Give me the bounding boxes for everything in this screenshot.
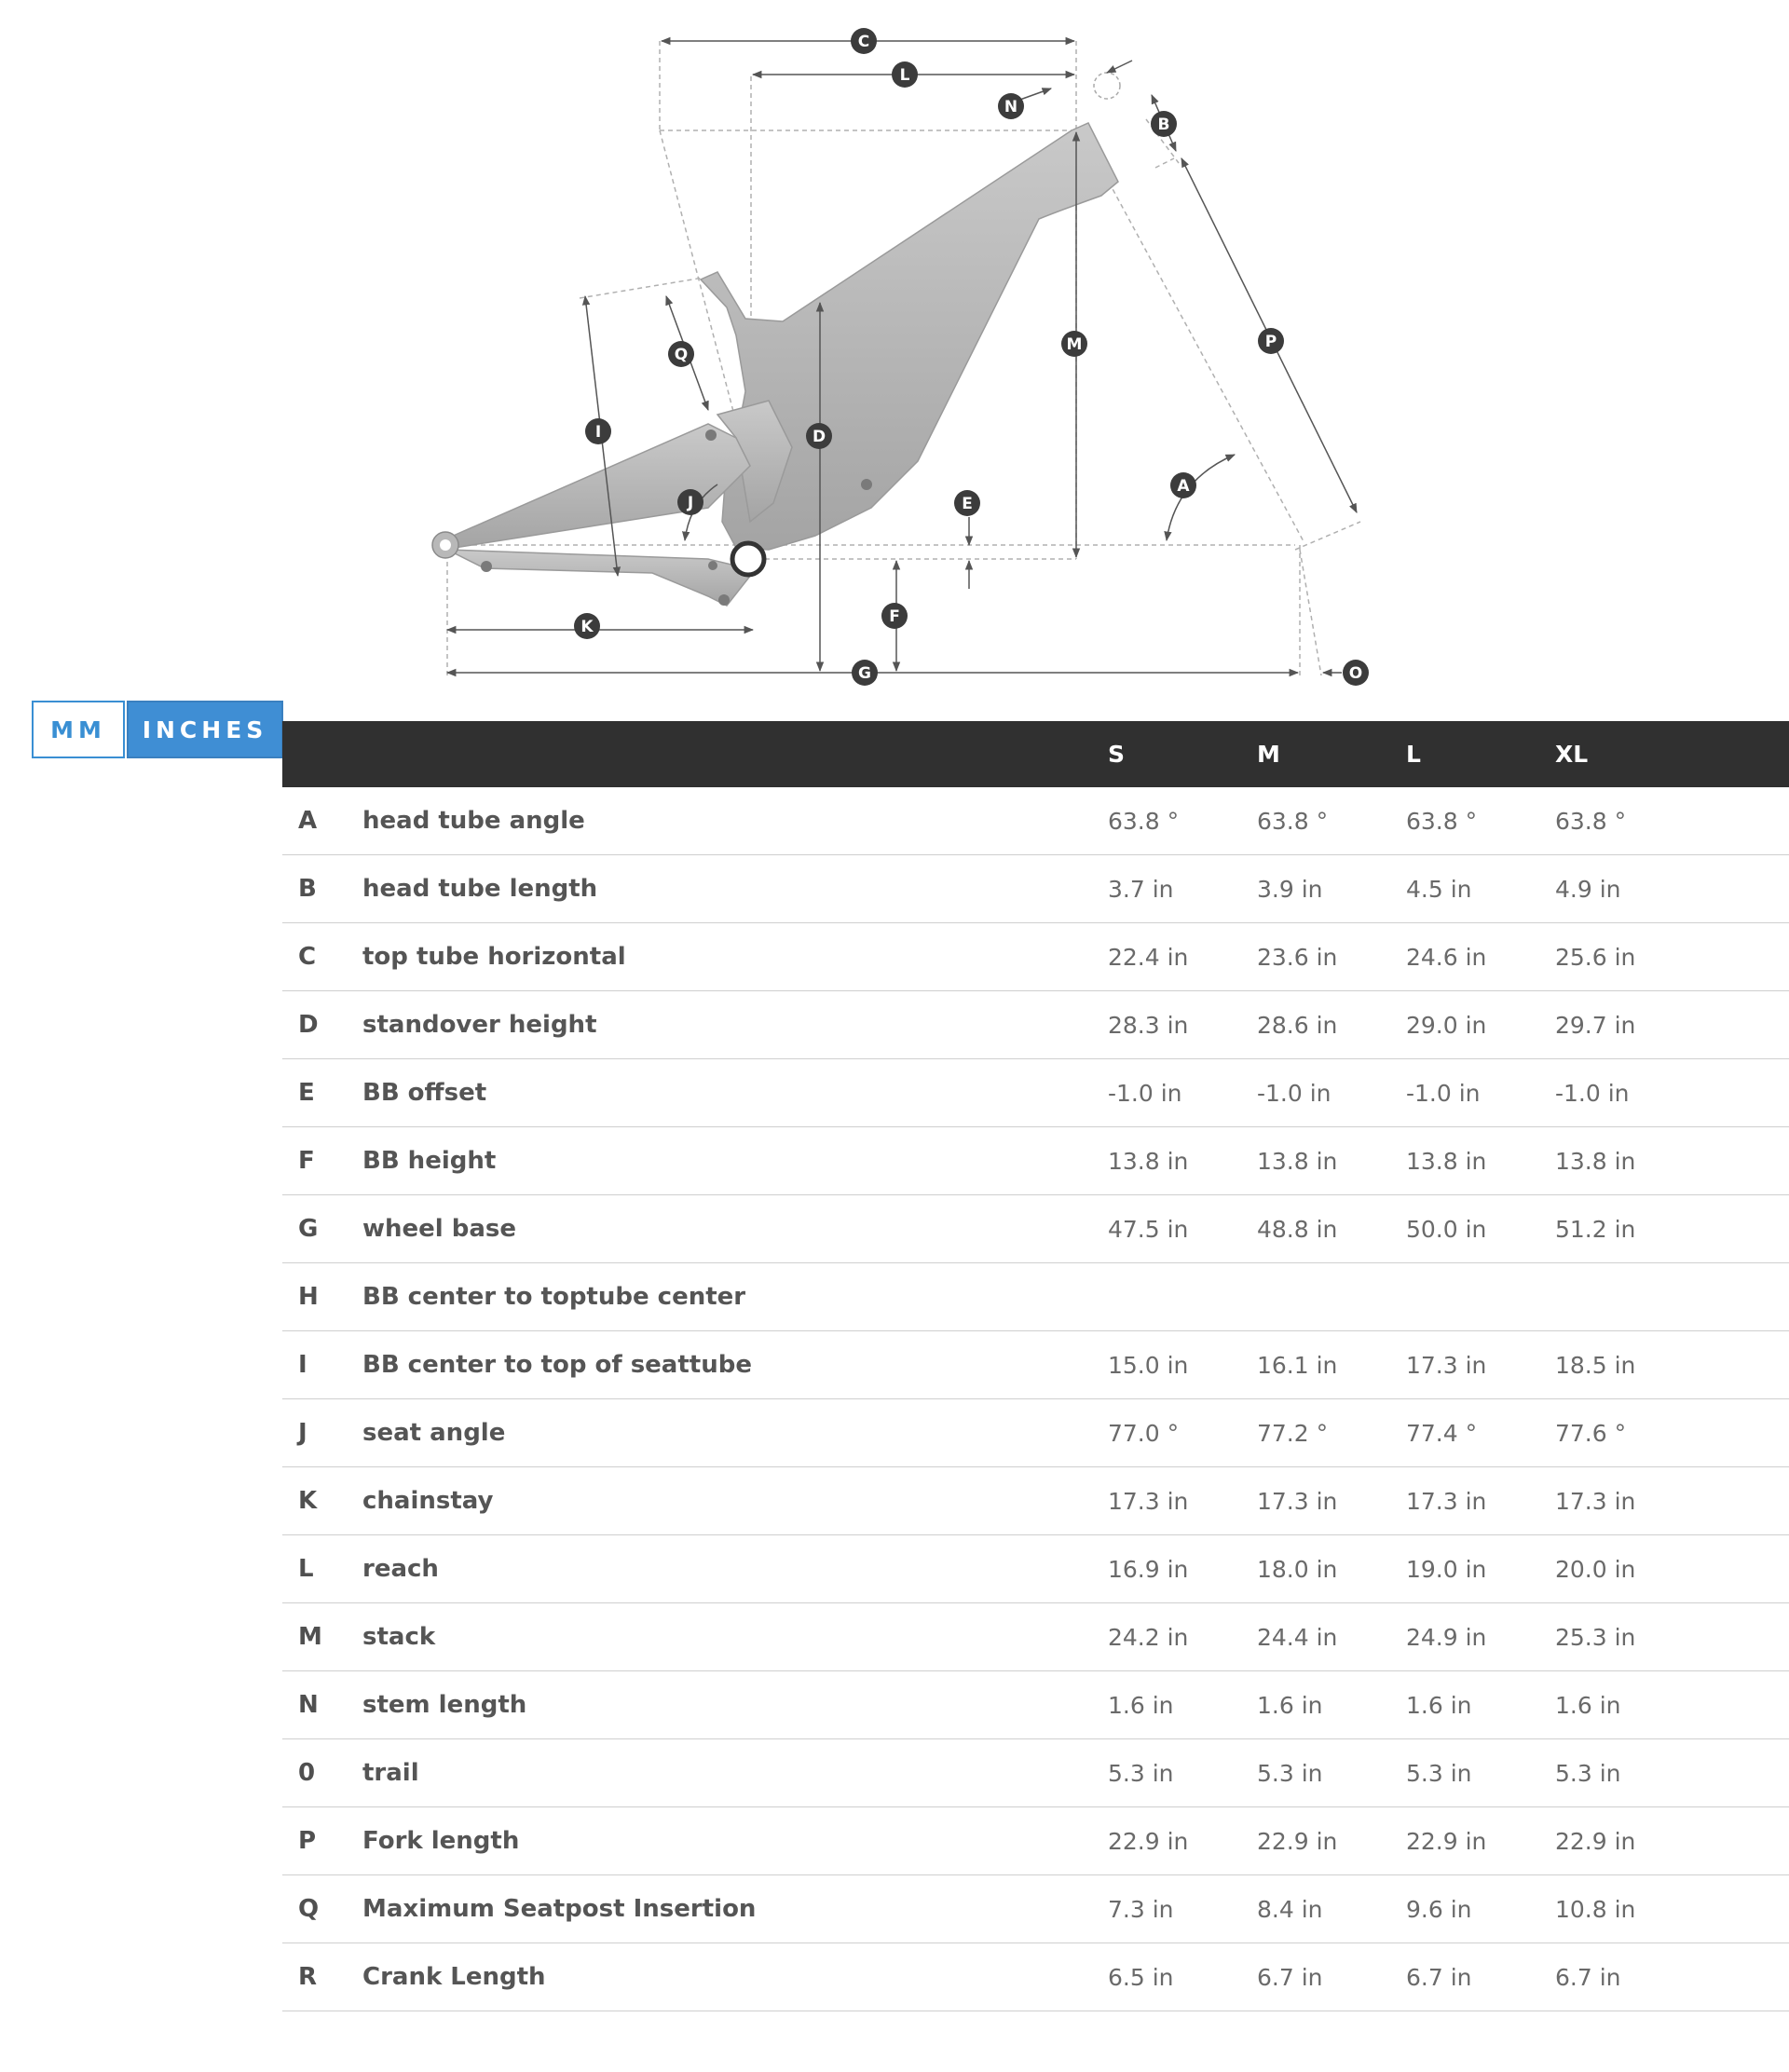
row-value-l: 22.9 in (1406, 1807, 1555, 1875)
row-value-s: 63.8 ° (1108, 787, 1257, 855)
row-label: seat angle (362, 1399, 1108, 1467)
row-letter: C (282, 923, 362, 991)
svg-text:I: I (594, 423, 602, 442)
table-row (282, 923, 1789, 991)
row-value-xl: 4.9 in (1555, 855, 1789, 923)
row-value-s: 1.6 in (1108, 1671, 1257, 1739)
row-label: BB center to top of seattube (362, 1331, 1108, 1399)
row-letter: K (282, 1467, 362, 1535)
row-value-l: 5.3 in (1406, 1739, 1555, 1807)
bike-geometry-diagram (0, 0, 1789, 689)
row-letter: M (282, 1603, 362, 1671)
row-value-xl: 17.3 in (1555, 1467, 1789, 1535)
row-value-xl (1555, 1263, 1789, 1331)
geometry-table (282, 721, 1789, 2011)
row-value-s: 22.4 in (1108, 923, 1257, 991)
table-row (282, 1467, 1789, 1535)
table-row (282, 855, 1789, 923)
row-value-l: -1.0 in (1406, 1059, 1555, 1127)
header-blank (282, 721, 362, 787)
row-value-s: 13.8 in (1108, 1127, 1257, 1195)
row-label: reach (362, 1535, 1108, 1603)
marker-p (1258, 328, 1284, 354)
svg-text:M: M (1066, 335, 1083, 354)
row-letter: L (282, 1535, 362, 1603)
marker-f (881, 603, 908, 629)
svg-text:E: E (962, 495, 973, 513)
row-value-m: -1.0 in (1257, 1059, 1406, 1127)
row-label: head tube angle (362, 787, 1108, 855)
row-value-s: 77.0 ° (1108, 1399, 1257, 1467)
row-value-l: 9.6 in (1406, 1875, 1555, 1943)
row-value-s: 6.5 in (1108, 1943, 1257, 2011)
row-value-m: 17.3 in (1257, 1467, 1406, 1535)
row-value-m: 5.3 in (1257, 1739, 1406, 1807)
marker-d (806, 423, 832, 449)
header-size-m: M (1257, 741, 1280, 768)
row-value-xl: 10.8 in (1555, 1875, 1789, 1943)
row-letter: N (282, 1671, 362, 1739)
mm-button[interactable]: MM (32, 701, 125, 758)
row-value-l: 77.4 ° (1406, 1399, 1555, 1467)
table-row (282, 1059, 1789, 1127)
row-value-s: -1.0 in (1108, 1059, 1257, 1127)
row-label: top tube horizontal (362, 923, 1108, 991)
table-row (282, 1739, 1789, 1807)
row-label: Crank Length (362, 1943, 1108, 2011)
svg-text:G: G (858, 664, 871, 683)
row-value-m (1257, 1263, 1406, 1331)
row-value-s (1108, 1263, 1257, 1331)
table-row (282, 1399, 1789, 1467)
row-value-m: 28.6 in (1257, 991, 1406, 1059)
row-value-m: 48.8 in (1257, 1195, 1406, 1263)
row-label: standover height (362, 991, 1108, 1059)
row-letter: 0 (282, 1739, 362, 1807)
table-row (282, 1127, 1789, 1195)
table-header-row (282, 721, 1789, 787)
row-letter: I (282, 1331, 362, 1399)
row-value-xl: 6.7 in (1555, 1943, 1789, 2011)
row-label: trail (362, 1739, 1108, 1807)
marker-c (851, 28, 877, 54)
row-value-xl: 51.2 in (1555, 1195, 1789, 1263)
row-letter: Q (282, 1875, 362, 1943)
marker-k (574, 613, 600, 639)
row-value-l: 13.8 in (1406, 1127, 1555, 1195)
row-value-l: 50.0 in (1406, 1195, 1555, 1263)
unit-toggle (32, 701, 283, 758)
row-value-s: 3.7 in (1108, 855, 1257, 923)
marker-a (1170, 472, 1196, 498)
row-label: BB height (362, 1127, 1108, 1195)
row-letter: H (282, 1263, 362, 1331)
row-value-m: 1.6 in (1257, 1671, 1406, 1739)
row-value-l: 24.9 in (1406, 1603, 1555, 1671)
row-value-xl: 13.8 in (1555, 1127, 1789, 1195)
row-letter: J (282, 1399, 362, 1467)
bottom-bracket (732, 543, 764, 575)
row-value-s: 7.3 in (1108, 1875, 1257, 1943)
row-value-l: 19.0 in (1406, 1535, 1555, 1603)
table-row (282, 1195, 1789, 1263)
row-value-xl: 25.6 in (1555, 923, 1789, 991)
marker-g (852, 660, 878, 686)
row-value-s: 28.3 in (1108, 991, 1257, 1059)
row-value-xl: 77.6 ° (1555, 1399, 1789, 1467)
row-value-s: 17.3 in (1108, 1467, 1257, 1535)
row-label: Maximum Seatpost Insertion (362, 1875, 1108, 1943)
row-label: Fork length (362, 1807, 1108, 1875)
row-value-xl: 25.3 in (1555, 1603, 1789, 1671)
svg-text:A: A (1177, 477, 1190, 496)
row-value-m: 8.4 in (1257, 1875, 1406, 1943)
row-value-l: 4.5 in (1406, 855, 1555, 923)
marker-i (585, 418, 611, 444)
row-value-l: 17.3 in (1406, 1467, 1555, 1535)
marker-e (954, 490, 980, 516)
svg-text:Q: Q (674, 346, 689, 364)
row-value-s: 22.9 in (1108, 1807, 1257, 1875)
row-value-s: 5.3 in (1108, 1739, 1257, 1807)
table-row (282, 1875, 1789, 1943)
row-value-l: 6.7 in (1406, 1943, 1555, 2011)
table-row (282, 991, 1789, 1059)
row-letter: E (282, 1059, 362, 1127)
row-value-xl: 22.9 in (1555, 1807, 1789, 1875)
row-value-m: 63.8 ° (1257, 787, 1406, 855)
row-value-s: 47.5 in (1108, 1195, 1257, 1263)
bike-frame (443, 123, 1118, 606)
row-letter: P (282, 1807, 362, 1875)
table-body (282, 787, 1789, 2011)
row-value-m: 23.6 in (1257, 923, 1406, 991)
row-value-xl: 29.7 in (1555, 991, 1789, 1059)
svg-text:K: K (580, 618, 594, 636)
row-label: stem length (362, 1671, 1108, 1739)
table-row (282, 1603, 1789, 1671)
marker-m (1061, 331, 1087, 357)
row-label: chainstay (362, 1467, 1108, 1535)
row-label: head tube length (362, 855, 1108, 923)
row-value-m: 6.7 in (1257, 1943, 1406, 2011)
marker-q (668, 341, 694, 367)
svg-text:C: C (857, 33, 870, 51)
row-value-m: 77.2 ° (1257, 1399, 1406, 1467)
table-row (282, 1535, 1789, 1603)
row-letter: D (282, 991, 362, 1059)
header-blank (362, 721, 1108, 787)
svg-text:J: J (687, 494, 694, 512)
row-value-l: 17.3 in (1406, 1331, 1555, 1399)
svg-text:L: L (899, 66, 910, 85)
marker-l (892, 61, 918, 88)
marker-o (1343, 660, 1369, 686)
row-value-l: 29.0 in (1406, 991, 1555, 1059)
table-row (282, 1671, 1789, 1739)
header-size-s: S (1108, 741, 1126, 768)
row-label: wheel base (362, 1195, 1108, 1263)
row-letter: A (282, 787, 362, 855)
row-value-xl: 20.0 in (1555, 1535, 1789, 1603)
svg-text:D: D (812, 428, 826, 446)
row-value-xl: 1.6 in (1555, 1671, 1789, 1739)
row-letter: B (282, 855, 362, 923)
table-row (282, 1331, 1789, 1399)
svg-text:N: N (1004, 98, 1018, 116)
marker-b (1151, 111, 1177, 137)
row-value-l: 63.8 ° (1406, 787, 1555, 855)
marker-n (998, 93, 1024, 119)
table-row (282, 1943, 1789, 2011)
header-size-xl: XL (1555, 741, 1589, 768)
row-value-m: 16.1 in (1257, 1331, 1406, 1399)
row-letter: F (282, 1127, 362, 1195)
row-label: BB center to toptube center (362, 1263, 1108, 1331)
row-value-xl: 5.3 in (1555, 1739, 1789, 1807)
row-letter: G (282, 1195, 362, 1263)
row-value-s: 16.9 in (1108, 1535, 1257, 1603)
row-value-xl: -1.0 in (1555, 1059, 1789, 1127)
row-value-m: 13.8 in (1257, 1127, 1406, 1195)
row-label: stack (362, 1603, 1108, 1671)
table-row (282, 1263, 1789, 1331)
row-letter: R (282, 1943, 362, 2011)
row-value-l (1406, 1263, 1555, 1331)
row-value-xl: 18.5 in (1555, 1331, 1789, 1399)
table-row (282, 1807, 1789, 1875)
marker-j (677, 489, 703, 515)
row-value-m: 22.9 in (1257, 1807, 1406, 1875)
svg-text:P: P (1264, 333, 1277, 351)
row-value-m: 3.9 in (1257, 855, 1406, 923)
row-value-l: 1.6 in (1406, 1671, 1555, 1739)
inches-button[interactable]: INCHES (127, 701, 283, 758)
svg-text:O: O (1348, 664, 1363, 683)
row-value-s: 15.0 in (1108, 1331, 1257, 1399)
row-label: BB offset (362, 1059, 1108, 1127)
row-value-xl: 63.8 ° (1555, 787, 1789, 855)
svg-text:F: F (889, 607, 900, 626)
table-row (282, 787, 1789, 855)
row-value-s: 24.2 in (1108, 1603, 1257, 1671)
row-value-m: 18.0 in (1257, 1535, 1406, 1603)
row-value-m: 24.4 in (1257, 1603, 1406, 1671)
svg-text:B: B (1157, 116, 1170, 134)
header-size-l: L (1406, 741, 1421, 768)
row-value-l: 24.6 in (1406, 923, 1555, 991)
